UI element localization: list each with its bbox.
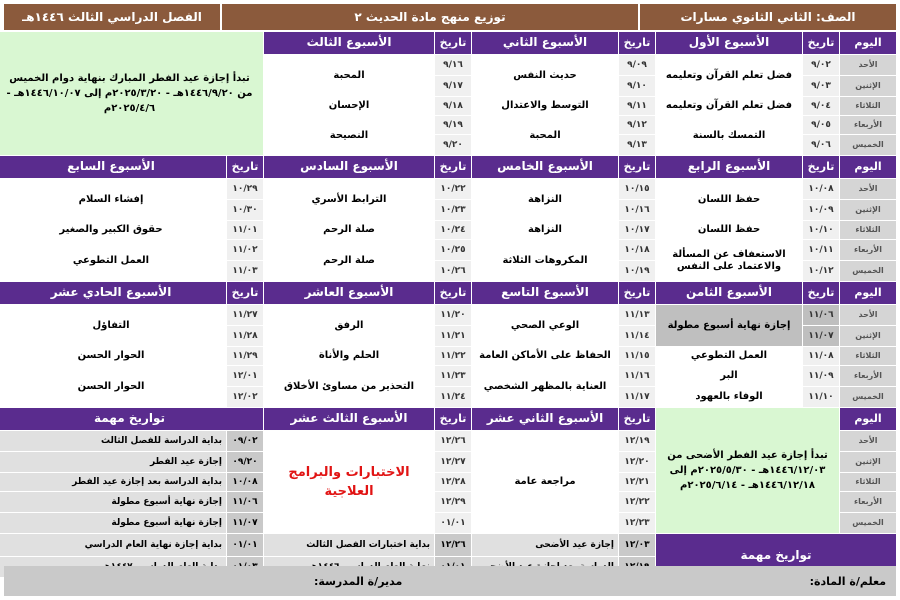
important-date: ١١/٠٦ [227,492,263,512]
lesson-cell: المكروهات الثلاثة [472,240,618,281]
date-cell: ٩/١٩ [435,116,471,134]
date-cell: ١١/٢٢ [435,347,471,365]
date-cell: ٩/٠٣ [803,76,839,96]
day-label: الخميس [840,387,896,407]
day-label: الثلاثاء [840,473,896,491]
day-label: الثلاثاء [840,347,896,365]
date-cell: ١٢/٢٨ [435,473,471,491]
date-cell: ١٢/١٩ [619,431,655,451]
day-label: الأربعاء [840,366,896,386]
date-cell: ١٢/٠٢ [227,387,263,407]
date-cell: ١٠/١٠ [803,221,839,239]
date-cell: ١٠/١٧ [619,221,655,239]
date-cell: ١٢/٢٢ [619,492,655,512]
date-cell: ١٠/٣٠ [227,200,263,220]
date-cell: ٩/١١ [619,97,655,115]
date-cell: ٩/٠٥ [803,116,839,134]
lesson-cell: صلة الرحم [264,221,434,239]
important-dates-title: تواريخ مهمة [0,408,263,430]
lesson-cell: النزاهة [472,221,618,239]
date-cell: ١٠/٠٨ [803,179,839,199]
date-cell: ٩/٢٠ [435,135,471,155]
week-7-title: الأسبوع السابع [0,156,226,178]
week-8-title: الأسبوع الثامن [656,282,802,304]
day-label: الخميس [840,135,896,155]
date-cell: ١١/٠٦ [803,305,839,325]
important-date: ١١/٠٧ [227,513,263,533]
date-cell: ١٢/٢٧ [435,452,471,472]
lesson-cell: إجازة نهاية أسبوع مطولة [656,305,802,346]
date-cell: ١٠/١١ [803,240,839,260]
week-2-title: الأسبوع الثاني [472,32,618,54]
lesson-cell: التوسط والاعتدال [472,97,618,115]
date-cell: ١٠/٢٩ [227,179,263,199]
date-cell: ٩/١٣ [619,135,655,155]
teacher-signature-label: معلم/ة المادة: [809,574,886,588]
day-label: الإثنين [840,326,896,346]
lesson-cell: صلة الرحم [264,240,434,281]
week-13-title: الأسبوع الثالث عشر [264,408,434,430]
date-cell: ١٢/٢٦ [435,431,471,451]
day-label: الأحد [840,305,896,325]
date-cell: ١٠/٢٣ [435,200,471,220]
page-header [4,4,896,30]
lesson-cell: الرفق [264,305,434,346]
date-header: تاريخ [435,282,471,304]
subject-title: توزيع منهج مادة الحديث ٢ [222,4,638,30]
date-cell: ١٠/٢٢ [435,179,471,199]
date-cell: ١١/٠٣ [227,261,263,281]
principal-signature-label: مدير/ة المدرسة: [314,574,403,588]
day-label: الثلاثاء [840,97,896,115]
week-3-title: الأسبوع الثالث [264,32,434,54]
lesson-cell: إفشاء السلام [0,179,226,220]
date-cell: ٩/١٧ [435,76,471,96]
date-cell: ١٠/٢٦ [435,261,471,281]
date-cell: ١٢/٢١ [619,473,655,491]
day-header: اليوم [840,156,896,178]
lesson-cell: حفظ اللسان [656,179,802,220]
date-cell: ٩/٠٢ [803,55,839,75]
day-label: الخميس [840,513,896,533]
lesson-cell: الإحسان [264,97,434,115]
important-date: ١٠/٠٨ [227,473,263,491]
important-event: بداية الدراسة للفصل الثالث [0,431,226,451]
date-header: تاريخ [803,32,839,54]
day-label: الأحد [840,55,896,75]
date-cell: ١١/٠٩ [803,366,839,386]
date-cell: ٩/٠٩ [619,55,655,75]
date-header: تاريخ [227,156,263,178]
schedule-grid [4,32,896,564]
date-cell: ١٠/١٨ [619,240,655,260]
date-cell: ١١/٠٧ [803,326,839,346]
date-header: تاريخ [435,32,471,54]
date-header: تاريخ [227,282,263,304]
lesson-cell: الوعي الصحي [472,305,618,346]
date-cell: ١٢/٢٠ [619,452,655,472]
important-event: إجازة عيد الفطر [0,452,226,472]
important-dates-label: تواريخ مهمة [656,534,896,577]
date-cell: ١١/١٣ [619,305,655,325]
important-event: بداية الدراسة بعد إجازة عيد الفطر [0,473,226,491]
date-cell: ١٠/٢٤ [435,221,471,239]
day-label: الأربعاء [840,240,896,260]
date-header: تاريخ [619,32,655,54]
event-text: بداية اختبارات الفصل الثالث [264,534,434,556]
class-title: الصف: الثاني الثانوي مسارات [640,4,896,30]
lesson-cell: العمل التطوعي [656,347,802,365]
week-11-title: الأسبوع الحادي عشر [0,282,226,304]
lesson-cell: التمسك بالسنة [656,116,802,155]
event-date: ١٢/٢٦ [435,534,471,556]
review-cell: مراجعة عامة [472,431,618,533]
date-header: تاريخ [619,282,655,304]
date-cell: ١١/٢٠ [435,305,471,325]
date-cell: ١١/١٧ [619,387,655,407]
date-cell: ١٠/٠٩ [803,200,839,220]
date-cell: ١١/٢٣ [435,366,471,386]
date-cell: ٩/٠٤ [803,97,839,115]
date-cell: ١١/٢٨ [227,326,263,346]
important-event: إجازة نهاية أسبوع مطولة [0,492,226,512]
day-label: الأربعاء [840,492,896,512]
week-1-title: الأسبوع الأول [656,32,802,54]
day-header: اليوم [840,408,896,430]
lesson-cell: الحلم والأناة [264,347,434,365]
date-cell: ٩/٠٦ [803,135,839,155]
date-cell: ٠١/٠١ [435,513,471,533]
date-cell: ١٢/٠١ [227,366,263,386]
important-date: ٠١/٠١ [227,534,263,556]
week-10-title: الأسبوع العاشر [264,282,434,304]
date-cell: ١١/١٠ [803,387,839,407]
lesson-cell: فضل تعلم القرآن وتعليمه [656,55,802,96]
date-header: تاريخ [435,156,471,178]
lesson-cell: فضل تعلم القرآن وتعليمه [656,97,802,115]
date-cell: ١٠/١٥ [619,179,655,199]
week-6-title: الأسبوع السادس [264,156,434,178]
exams-cell: الاختبارات والبرامج العلاجية [264,431,434,533]
week-4-title: الأسبوع الرابع [656,156,802,178]
week-5-title: الأسبوع الخامس [472,156,618,178]
lesson-cell: المحبة [472,116,618,155]
day-label: الإثنين [840,452,896,472]
lesson-cell: الوفاء بالعهود [656,387,802,407]
lesson-cell: البر [656,366,802,386]
date-cell: ١٢/٢٣ [619,513,655,533]
date-cell: ٩/١٨ [435,97,471,115]
term-title: الفصل الدراسي الثالث ١٤٤٦هـ [4,4,220,30]
day-header: اليوم [840,282,896,304]
date-header: تاريخ [619,156,655,178]
date-cell: ١٠/١٢ [803,261,839,281]
lesson-cell: الحوار الحسن [0,366,226,407]
important-event: بداية إجازة نهاية العام الدراسي [0,534,226,556]
date-cell: ١١/٠٨ [803,347,839,365]
date-cell: ٩/١٢ [619,116,655,134]
date-cell: ٩/١٠ [619,76,655,96]
lesson-cell: الاستعفاف عن المسألة والاعتماد على النفس [656,240,802,281]
day-header: اليوم [840,32,896,54]
day-label: الثلاثاء [840,221,896,239]
signature-footer [4,566,896,596]
date-header: تاريخ [803,156,839,178]
date-header: تاريخ [435,408,471,430]
lesson-cell: حديث النفس [472,55,618,96]
lesson-cell: النزاهة [472,179,618,220]
lesson-cell: التفاؤل [0,305,226,346]
day-label: الإثنين [840,200,896,220]
date-cell: ١١/١٦ [619,366,655,386]
date-header: تاريخ [803,282,839,304]
lesson-cell: التحذير من مساوئ الأخلاق [264,366,434,407]
lesson-cell: العناية بالمظهر الشخصي [472,366,618,407]
date-cell: ١١/٠٢ [227,240,263,260]
adha-holiday-note: تبدأ إجازة عيد الفطر الأضحى من ١٤٤٦/١٢/٠٣هـ - ٢٠٢٥/٥/٣٠م إلى ١٤٤٦/١٢/١٨هـ - ٢٠٢٥/٦/١٤م [656,408,839,533]
day-label: الأحد [840,431,896,451]
fitr-holiday-note: تبدأ إجازة عيد الفطر المبارك بنهاية دوام الخميس من ١٤٤٦/٩/٢٠هـ - ٢٠٢٥/٣/٢٠م إلى ١٤٤٦/١٠/٠٧هـ - ٢٠٢٥/٤/٦م [0,32,263,155]
date-cell: ١١/٢٧ [227,305,263,325]
date-cell: ١١/٢١ [435,326,471,346]
lesson-cell: النصيحة [264,116,434,155]
event-text: إجازة عيد الأضحى [472,534,618,556]
lesson-cell: حقوق الكبير والصغير [0,221,226,239]
lesson-cell: الحفاظ على الأماكن العامة [472,347,618,365]
event-date: ١٢/٠٣ [619,534,655,556]
week-12-title: الأسبوع الثاني عشر [472,408,618,430]
date-cell: ١٠/١٦ [619,200,655,220]
lesson-cell: الترابط الأسري [264,179,434,220]
date-cell: ١١/١٤ [619,326,655,346]
date-cell: ١٠/١٩ [619,261,655,281]
day-label: الخميس [840,261,896,281]
date-cell: ١٢/٢٩ [435,492,471,512]
important-date: ٠٩/٠٢ [227,431,263,451]
week-9-title: الأسبوع التاسع [472,282,618,304]
lesson-cell: العمل التطوعي [0,240,226,281]
important-event: إجازة نهاية أسبوع مطولة [0,513,226,533]
important-date: ٠٩/٢٠ [227,452,263,472]
lesson-cell: المحبة [264,55,434,96]
lesson-cell: حفظ اللسان [656,221,802,239]
lesson-cell: الحوار الحسن [0,347,226,365]
date-cell: ٩/١٦ [435,55,471,75]
date-header: تاريخ [619,408,655,430]
date-cell: ١١/١٥ [619,347,655,365]
day-label: الأحد [840,179,896,199]
day-label: الأربعاء [840,116,896,134]
day-label: الإثنين [840,76,896,96]
date-cell: ١١/٢٩ [227,347,263,365]
date-cell: ١١/٢٤ [435,387,471,407]
date-cell: ١١/٠١ [227,221,263,239]
date-cell: ١٠/٢٥ [435,240,471,260]
